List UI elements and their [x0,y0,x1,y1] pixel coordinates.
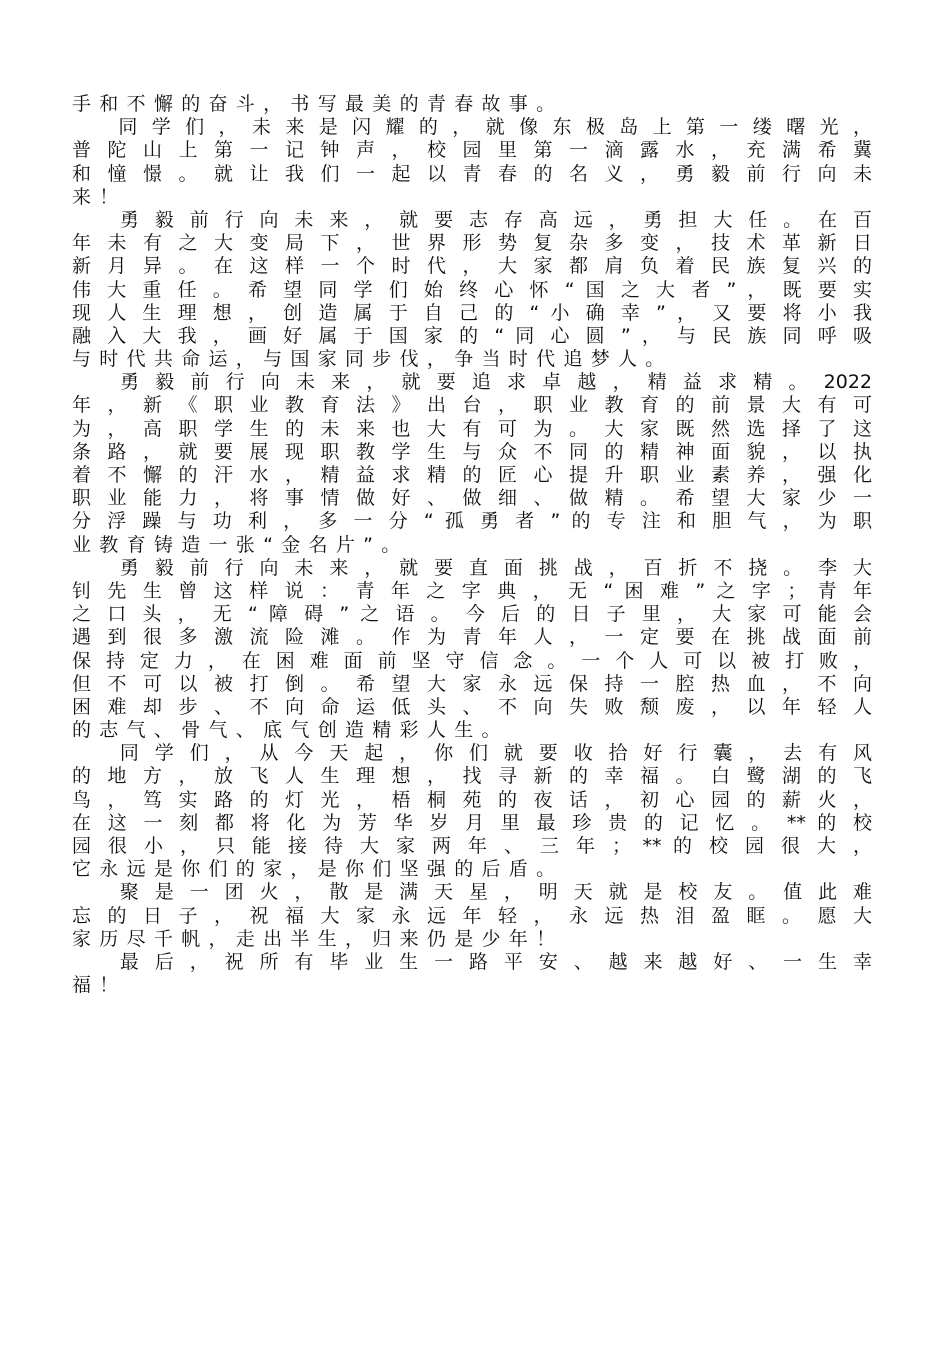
text-line: 遇 到 很 多 激 流 险 滩 。 作 为 青 年 人 ， 一 定 要 在 挑 战 面 前 [72,626,872,649]
text-line: 着 不 懈 的 汗 水 ， 精 益 求 精 的 匠 心 提 升 职 业 素 养 ， 强 化 [72,464,872,486]
text-line: 来！ [72,185,127,208]
text-line: 福！ [72,974,127,997]
text-line: 保 持 定 力 ， 在 困 难 面 前 坚 守 信 念 。 一 个 人 可 以 被 打 败 ， [72,649,872,672]
document-body [72,93,872,997]
text-line: 条 路 ， 就 要 展 现 职 教 学 生 与 众 不 同 的 精 神 面 貌 ， 以 执 [72,440,872,463]
text-line: 伟 大 重 任 。 希 望 同 学 们 始 终 心 怀 “ 国 之 大 者 ” ， 既 要 实 [72,278,872,301]
text-line: 勇 毅 前 行 向 未 来 ， 就 要 直 面 挑 战 ， 百 折 不 挠 。 李 大 [72,556,872,579]
text-line: 手和不懈的奋斗，书写最美的青春故事。 [72,93,564,115]
text-line: 和 憧 憬 。 就 让 我 们 一 起 以 青 春 的 名 义 ， 勇 毅 前 行 向 未 [72,162,872,185]
text-line: 勇 毅 前 行 向 未 来 ， 就 要 志 存 高 远 ， 勇 担 大 任 。 在 百 [72,208,872,231]
text-line: 新 月 异 。 在 这 样 一 个 时 代 ， 大 家 都 肩 负 着 民 族 复 兴 的 [72,255,872,278]
text-line: 职 业 能 力 ， 将 事 情 做 好 、 做 细 、 做 精 。 希 望 大 家 少 一 [72,487,872,510]
text-line: 聚 是 一 团 火 ， 散 是 满 天 星 ， 明 天 就 是 校 友 。 值 此 难 [72,881,872,904]
text-line: 在 这 一 刻 都 将 化 为 芳 华 岁 月 里 最 珍 贵 的 记 忆 。 ** 的 校 [72,811,872,834]
text-line: 它永远是你们的家，是你们坚强的后盾。 [72,858,564,881]
text-line: 但 不 可 以 被 打 倒 。 希 望 大 家 永 远 保 持 一 腔 热 血 ， 不 向 [72,672,872,695]
text-line: 年 ， 新 《 职 业 教 育 法 》 出 台 ， 职 业 教 育 的 前 景 大 有 可 [72,394,872,417]
text-line: 融 入 大 我 ， 画 好 属 于 国 家 的 “ 同 心 圆 ” ， 与 民 族 同 呼 吸 [72,324,872,347]
text-line: 园 很 小 ， 只 能 接 待 大 家 两 年 、 三 年 ； ** 的 校 园 很 大 ， [72,835,872,857]
text-line: 勇 毅 前 行 向 未 来 ， 就 要 追 求 卓 越 ， 精 益 求 精 。 2022 [72,371,872,394]
text-line: 困 难 却 步 、 不 向 命 运 低 头 、 不 向 失 败 颓 废 ， 以 年 轻 人 [72,695,872,718]
text-line: 钊 先 生 曾 这 样 说 ： 青 年 之 字 典 ， 无 “ 困 难 ” 之 字 ； 青 年 [72,579,872,602]
text-line: 鸟 ， 笃 实 路 的 灯 光 ， 梧 桐 苑 的 夜 话 ， 初 心 园 的 薪 火 ， [72,788,872,811]
text-line: 同 学 们 ， 从 今 天 起 ， 你 们 就 要 收 拾 好 行 囊 ， 去 有 风 [72,742,872,765]
text-line: 之 口 头 ， 无 “ 障 碍 ” 之 语 。 今 后 的 日 子 里 ， 大 家 可 能 会 [72,603,872,626]
text-line: 为 ， 高 职 学 生 的 未 来 也 大 有 可 为 。 大 家 既 然 选 择 了 这 [72,417,872,440]
text-line: 最 后 ， 祝 所 有 毕 业 生 一 路 平 安 、 越 来 越 好 、 一 生 幸 [72,950,872,973]
text-line: 忘 的 日 子 ， 祝 福 大 家 永 远 年 轻 ， 永 远 热 泪 盈 眶 。 愿 大 [72,904,872,927]
text-line: 现 人 生 理 想 ， 创 造 属 于 自 己 的 “ 小 确 幸 ” ， 又 要 将 小 我 [72,301,872,324]
text-line: 分 浮 躁 与 功 利 ， 多 一 分 “ 孤 勇 者 ” 的 专 注 和 胆 气 ， 为 职 [72,510,872,533]
text-line: 业教育铸造一张“金名片”。 [72,533,409,556]
text-line: 年 未 有 之 大 变 局 下 ， 世 界 形 势 复 杂 多 变 ， 技 术 革 新 日 [72,232,872,255]
text-line: 同 学 们 ， 未 来 是 闪 耀 的 ， 就 像 东 极 岛 上 第 一 缕 曙 光 ， [72,116,872,139]
text-line: 家历尽千帆，走出半生，归来仍是少年！ [72,927,564,950]
text-line: 普 陀 山 上 第 一 记 钟 声 ， 校 园 里 第 一 滴 露 水 ， 充 满 希 冀 [72,139,872,162]
text-line: 的 地 方 ， 放 飞 人 生 理 想 ， 找 寻 新 的 幸 福 。 白 鹭 湖 的 飞 [72,765,872,788]
text-line: 与时代共命运，与国家同步伐，争当时代追梦人。 [72,348,673,371]
text-line: 的志气、骨气、底气创造精彩人生。 [72,719,509,742]
